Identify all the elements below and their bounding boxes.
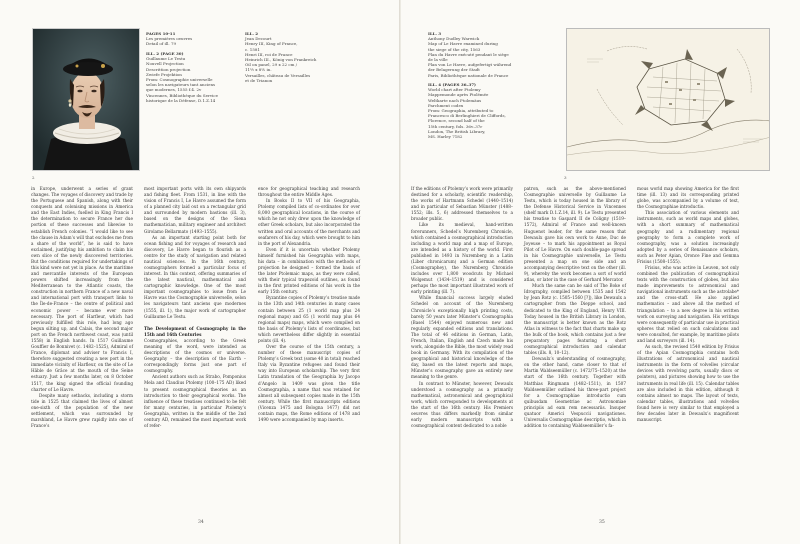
caption-line: Vincennes, Bibliothèque du Service <box>146 92 219 98</box>
caption-pages-10-11 <box>146 31 228 47</box>
portrait-image <box>33 29 140 171</box>
caption-line: Mappemonde après Ptolémée <box>428 92 489 98</box>
caption-line: Henry III, King of France, <box>245 41 298 47</box>
caption-line: de la ville <box>428 57 448 63</box>
paragraph: If the editions of Ptolemy’s work were primarily destined for a scholarly, scientific readership, the works of Hartmann Schedel (1440–1514) and in particular of Sebastian Münster (1488–1552; ills. 5, 6) addressed themselves to a broader public. <box>411 186 513 222</box>
paragraph: Cosmographies, according to the Greek meaning of the word, were intended as descriptions of the cosmos or universe. Geography – the description of the Earth – correspondingly forms just one part of cosmography. <box>144 337 246 374</box>
paragraph: Ancient authors such as Strabo, Pomponius Mela and Claudius Ptolemy (100–175 AD) liked to present cosmographical theories as an introduction to their geographical works. The influence of these treatises continued to be felt for many centuries, in particular Ptolemy’s Geographia, written in the middle of the 2nd century AD, remained the most important work of refer- <box>144 374 246 428</box>
caption-ill-2-le-testu <box>146 51 228 103</box>
caption-line: London, The British Library, <box>428 128 486 134</box>
caption-line: Parchment codex <box>428 102 464 108</box>
paragraph: mous world map showing America for the first time (ill. 13) and its corresponding printed globe, was accompanied by a volume of text, the Cosmographiae introductio. <box>637 186 739 210</box>
paragraph: Frisius, who was active in Leuven, not only combined the publication of cosmographical texts with the construction of globes, but also made improvements to astronomical and navigational instruments such as the astrolabe* and the cross-staff. He also applied mathematics – and above all the method of triangulation – to a new degree in his written work on surveying and navigation. His writings were consequently of particular use in practical spheres that relied on such calculations and were consulted, for example, by maritime pilots and land surveyors (ill. 14). <box>637 265 739 343</box>
caption-line: Florence, second half of the <box>428 118 485 124</box>
caption-line: MS. Harley 7182 <box>428 134 463 140</box>
caption-line: Guillaume Le Testu <box>146 56 186 62</box>
caption-number: PAGES 10-11 <box>146 31 176 36</box>
caption-line: From: Cosmographie universelle <box>146 77 213 83</box>
caption-line: Paris, Bibliothèque nationale de France <box>428 72 509 78</box>
paragraph: in Europe, underwent a series of grant changes. The voyages of discovery and trade by the Portuguese and Spanish, along with their conquests and colonising missions in America and the East Indies, fuelled in King Francis I the determination to secure France her due portion of these successes and likewise to establish French colonies. “I would like to see the clause in Adam’s will that excludes me from a share of the world”, he is said to have exclaimed, justifying his ambition to claim his own slice of the newly discovered territories. But the conditions required for undertakings of this kind were not yet in place. As the maritime and mercantile interests of the European powers shifted increasingly from the Mediterranean to the Atlantic coasts, the construction in northern France of a new naval and international port with transport links to the Île-de-France – the centre of political and economic power – became ever more necessary. The port of Harfleur, which had previously fulfilled this role, had long ago begun silting up, and Calais, the second major port on the French northwest coast, was (until 1558) in English hands. In 1517 Guillaume Gouffier de Bonnivet (c. 1482–1525), Admiral of France, diplomat and adviser to Francis I, therefore suggested creating a new port in the immediate vicinity of Harfleur, on the site of Le Hâble de Grâce at the mouth of the Seine estuary. Just a few months later, on 8 October 1517, the king signed the official founding charter of Le Havre. <box>31 186 133 392</box>
caption-line: Anthony Dudley Warwick <box>428 36 480 42</box>
paragraph: Dewaulx’s understanding of cosmography, on the other hand, came closer to that of Martin Waldseemüller (c. 1472/75–1520) at the start of the 16th century. Together with Matthias Ringmann (1482–1511), in 1507 Waldseemüller outlined his three-part project for a Cosmographiae introductio cum quibusdam Geometriae ac Astronomiae principiis ad eam rem necessariis. Insuper quatuor Americi Vespuccii navigationes. Universalis Cosmographiae descriptio, which in addition to containing Waldseemüller’s fa- <box>524 356 626 429</box>
caption-line: Plan von Le Havre, aufgefertigt während <box>428 62 512 68</box>
caption-line: et de Trianon <box>245 77 273 83</box>
caption-line: Jean Decourt <box>245 36 272 42</box>
caption-number: ILL. 3 <box>428 31 442 36</box>
caption-ill-4-world-chart <box>428 82 528 139</box>
caption-line: der Belagerung der Stadt <box>428 67 480 73</box>
text-column-6 <box>637 186 739 423</box>
caption-line: Zwiefe Projektion <box>146 71 182 77</box>
caption-line: Oil on panel, 29 x 22 cm / <box>245 62 297 68</box>
caption-line: Nouvell Projection <box>146 61 184 67</box>
caption-number: ILL. 4 (PAGES 36–37) <box>428 82 476 87</box>
paragraph: Byzantine copies of Ptolemy’s treatise made in the 13th and 14th centuries in many cases contain between 25 (1 world map plus 24 regional maps) and 65 (1 world map plus 64 regional maps) maps, which were compiled on the basis of Ptolemy’s lists of coordinates, but which nevertheless differ slightly in essential points (ill. 4). <box>258 295 360 343</box>
caption-line: Versailles, château de Versailles <box>245 72 311 78</box>
paragraph: In Books II to VII of his Geographia, Ptolemy compiled lists of co-ordinates for over 8,000 geographical locations, in the course of which he not only drew upon the knowledge of other Greek scholars, but also incorporated the written and oral accounts of the merchants and seafarers of his day, which were brought to him in the port of Alexandria. <box>258 198 360 246</box>
paragraph: Much the same can be said of The Boke of Idrography, compiled between 1535 and 1542 by Jean Rotz (c. 1505–1560 [?]), like Dewaulx a cartographer from the Dieppe school, and dedicated to the King of England, Henry VIII. Today housed in the British Library in London, the manuscript is better known as the Rotz Atlas in witness to the fact that charts make up the bulk of the book, which contains just a few preparatory pages featuring a short cosmographical introduction and calendar tables (ills. 8, 10–12). <box>524 283 626 356</box>
caption-line: the siege of the city, 1563 <box>428 46 481 52</box>
map-image <box>567 29 770 171</box>
caption-line: From: Geographia, attributed to <box>428 108 494 114</box>
caption-line: World chart after Ptolemy <box>428 87 481 93</box>
caption-line: c. 1581 <box>245 46 260 52</box>
page-number-left: 34 <box>198 520 204 525</box>
paragraph: most important ports with its own shipyards and fishing fleet. From 1531, in line with the vision of Francis I, Le Havre assumed the form of a planned city laid out on a rectangular grid and surrounded by modern bastions (ill. 3), based on the designs of the Siena mathematician, military engineer and architect Girolamo Bellarmato (1493–1555). <box>144 186 246 234</box>
paragraph: As such, the revised 1540 edition by Frisius of the Apian Cosmographia contains both illustrations of astronomical and nautical instruments in the form of volvelles (circular devices with revolving parts, usually discs or pointers), and pictures showing how to use the instruments in real life (ill. 15). Calendar tables are also included in this edition, although it contains almost no maps. The layout of texts, calendar tables, illustrations and volvelles found here is very similar to that employed a few decades later in Dewaulx’s magnificent manuscript. <box>637 344 739 422</box>
caption-line: 15th century, fols. 36v–37r <box>428 123 483 129</box>
caption-line: Henri III, roi de France <box>245 51 293 57</box>
caption-line: selon les navigateurs tant anciens <box>146 82 216 88</box>
caption-line: Plan du Havre exécuté pendant le siège <box>428 51 509 57</box>
caption-ill-3-le-havre-map <box>428 31 528 78</box>
portrait-henry-iii <box>32 28 140 171</box>
caption-line: Weltkarte nach Ptolemäus <box>428 97 482 103</box>
figure-number-2: 2 <box>32 175 35 180</box>
caption-line: Francesco di Berlinghieri de Cliffords, <box>428 113 506 119</box>
paragraph: While financial success largely eluded Schedel on account of the Nuremberg Chronicle’s exceptionally high printing costs, barely 50 years later Münster’s Cosmographia (Basel 1544) enjoyed numerous new and regularly expanded editions and translations. The total of 46 editions in German, Latin, French, Italian, English and Czech made his work, alongside the Bible, the most widely read book in Germany. With its compilation of the geographical and historical knowledge of the day, based on the latest reports and maps, Münster’s cosmography gave an entirely new meaning to the genre. <box>411 295 513 380</box>
section-heading: The Development of Cosmography in the 15th and 16th Centuries <box>144 325 246 337</box>
caption-line: Descrittion projection <box>146 66 191 72</box>
caption-number: ILL. 2 (PAGE 30) <box>146 51 184 56</box>
caption-line: Map of Le Havre examined during <box>428 41 498 47</box>
paragraph: As an important starting point both for ocean fishing and for voyages of research and discovery, Le Havre began to flourish as a centre for the study of navigation and related nautical sciences. In the 16th century, cosmographers formed a particular focus of interest. In this context, offering summaries of the latest nautical, mathematical and cartographic knowledge. One of the most important cosmographies to issue from Le Havre was the Cosmographie universelle, selon les navigateurs tant anciens que modernes (1555, ill. 1), the major work of cartographer Guillaume Le Testu. <box>144 234 246 319</box>
caption-line: que modernes, 1555 f.4. 2v <box>146 87 202 93</box>
caption-line: Les premières oeuvres <box>146 36 193 42</box>
paragraph: ence for geographical teaching and research throughout the entire Middle Ages. <box>258 186 360 198</box>
figure-number-3: 3 <box>564 175 567 180</box>
le-havre-siege-map <box>566 28 770 171</box>
paragraph: This association of various elements and instruments, such as world maps and globes, with a short summary of mathematical geography and a rudimentary regional geography to form a complete work of cosmography, was a solution increasingly adopted by a series of Renaissance scholars, such as Peter Apian, Oronce Fine and Gemma Frisius (1508–1555). <box>637 210 739 264</box>
paragraph: Even if it is uncertain whether Ptolemy himself furnished his Geographia with maps, his data – in combination with the methods of projection he designed – formed the basis of the later Ptolemaic maps, as they were called, with their typical trapezoid outlines, as found in the first printed editions of his work in the early 15th century. <box>258 246 360 295</box>
caption-number: ILL. 2 <box>245 31 259 36</box>
caption-line: Detail of ill. 79 <box>146 41 177 47</box>
paragraph: In contrast to Münster, however, Dewaulx understood a cosmography as a primarily mathematical, astronomical and geographical work, which corresponded to developments at the start of the 16th century. His Premiers oeuvres thus differs markedly from similar early modern manuscripts with a cosmographical content dedicated to a noble <box>411 380 513 429</box>
text-column-1 <box>31 186 133 429</box>
caption-line: 11½ x 8⅝ in. <box>245 67 272 73</box>
caption-line: historique de la Défense, D.1.Z.14 <box>146 97 216 103</box>
left-page <box>0 0 399 544</box>
paragraph: Like its medieval, hand-written forerunners, Schedel’s Nuremberg Chronicle, which contained a cosmographical introduction including a world map and a map of Europe, are intended as a history of the world. First published in 1493 in Nuremberg in a Latin (Liber chronicarum) and a German edition (Cosmographey), the Nuremberg Chronicle includes over 1,800 woodcuts by Michael Wolgemut (1434–1519) and is considered perhaps the most important illustrated work of early printing (ill. 7). <box>411 222 513 295</box>
caption-ill-2-henry-iii <box>245 31 327 83</box>
caption-line: Heinrich III., König von Frankreich <box>245 57 317 63</box>
text-column-2 <box>144 186 246 429</box>
paragraph: Over the course of the 15th century, a number of these manuscript copies of Ptolemy’s Greek text (some 40 in total) reached Italy via Byzantine refugees and found their way into European scholarship. The very first Latin translation of the Geographia by Jacopo d’Angelo in 1409 was given the title Cosmographia, a name that was retained for almost all subsequent copies made in the 15th century. While the first manuscripts editions (Vicenza 1475 and Bologna 1477) did not contain maps, the Rome editions of 1478 and 1490 were accompanied by map inserts. <box>258 344 360 422</box>
paragraph: Despite many setbacks, including a storm tide in 1525 that claimed the lives of almost one-sixth of the population of the new settlement, which was surrounded by marshland, Le Havre grew rapidly into one of France’s <box>31 392 133 429</box>
text-column-3 <box>258 186 360 423</box>
text-column-5 <box>524 186 626 429</box>
text-column-4 <box>411 186 513 429</box>
page-number-right: 35 <box>599 520 605 525</box>
paragraph: patron, such as the above-mentioned Cosmographie universelle by Guillaume Le Testu, which is today housed in the library of the Defense Historical Service in Vincennes (shelf mark D.1.Z.14, ill. 9). Le Testu presented his treatise to Gaspard II de Coligny (1519–1572), Admiral of France and well-known Huguenot leader, for the same reason that Dewaulx gave his own work to Anne, Duc de Joyeuse – to mark his appointment as Royal Pilot of Le Havre. On each double-page spread in his Cosmographie universelle, Le Testu presented a map on one side and an accompanying descriptive text on the other (ill. 9), whereby the work becomes a sort of world atlas, or later in the case of Gerhard Mercator. <box>524 186 626 283</box>
